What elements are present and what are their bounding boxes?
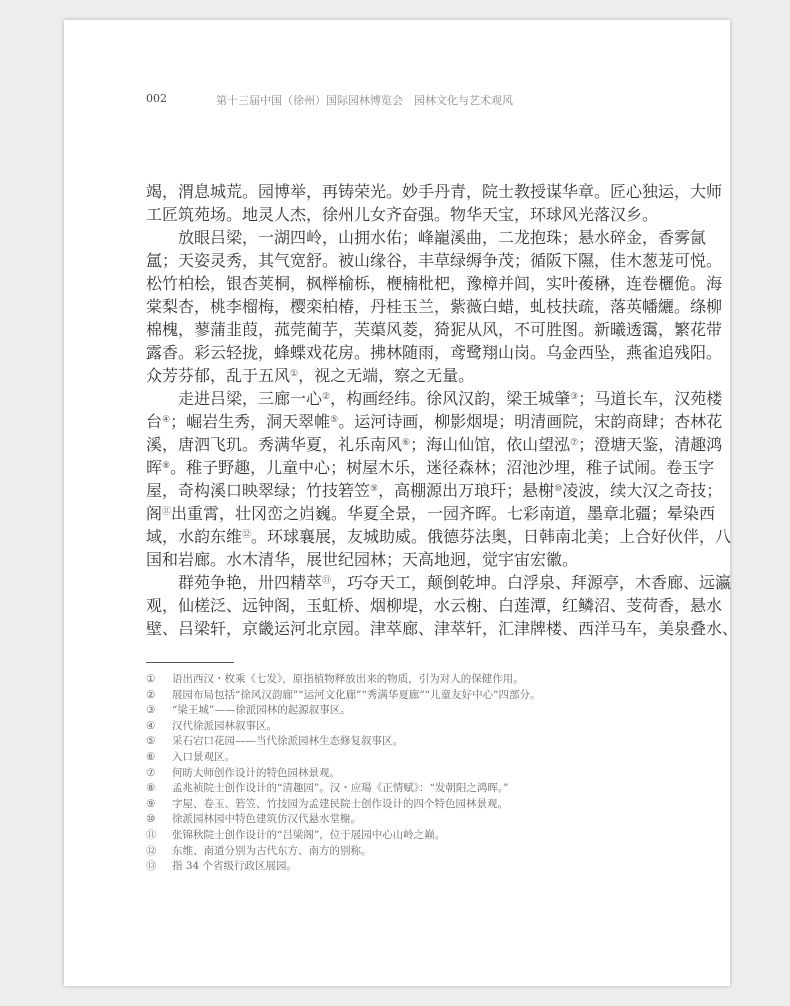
text-line <box>146 617 739 640</box>
text-segment: 屋，奇构溪口映翠绿；竹技箬笠 <box>146 481 371 500</box>
text-segment: 氲；天姿灵秀，其气宽舒。被山缘谷，丰草绿缛争茂；循阪下隰，佳木葱茏可悦。 <box>146 251 723 270</box>
text-line <box>146 387 723 410</box>
footnote-text: 展园布局包括“徐风汉韵廊”“运河文化廊”“秀满华夏廊”“儿童友好中心”四部分。 <box>172 688 541 701</box>
text-segment: 群苑争艳，卅四精萃 <box>178 573 323 592</box>
text-line <box>146 364 661 387</box>
text-segment: ，构画经纬。徐风汉韵，梁王城肇 <box>330 389 571 408</box>
footnotes <box>146 672 540 875</box>
footnote-ref[interactable]: ⑥ <box>402 438 411 448</box>
text-segment: 阁 <box>146 504 163 523</box>
text-segment: ；马道长车，汉苑楼 <box>578 389 723 408</box>
text-line <box>146 318 723 341</box>
footnote <box>146 812 540 828</box>
footnote-ref[interactable]: ⑫ <box>242 530 252 540</box>
footnote <box>146 734 540 750</box>
footnote-ref[interactable]: ⑨ <box>370 484 379 494</box>
text-segment: ，高棚源出万琅玕；悬榭 <box>378 481 555 500</box>
footnote-text: 语出西汉・枚乘《七发》，原指植物释放出来的物质，引为对人的保健作用。 <box>172 673 524 685</box>
text-segment: ；澄塘天鉴，清趣鸿 <box>578 435 723 454</box>
text-line <box>146 272 723 295</box>
text-segment: 晖 <box>146 458 163 477</box>
footnote-number: ⑫ <box>146 844 157 857</box>
text-line <box>146 226 707 249</box>
text-segment: 棠梨杏，桃李榴梅，樱栾柏椿，丹桂玉兰，紫薇白蜡，虬枝扶疏，落英幡纚。绦柳 <box>146 297 723 316</box>
text-segment: 众芳芬郁，乱于五风 <box>146 366 291 385</box>
footnote-text: 入口景观区。 <box>172 750 235 763</box>
text-line <box>146 203 661 226</box>
text-segment: 。稚子野趣，儿童中心；树屋木乐，迷径森林；沼池沙埋，稚子试闹。卷玉字 <box>170 458 715 477</box>
footnote-text: 字屋、卷玉、箬笠、竹技园为孟建民院士创作设计的四个特色园林景观。 <box>172 797 508 810</box>
footnote <box>146 766 540 782</box>
footnote-ref[interactable]: ① <box>290 369 299 379</box>
text-segment: 。运河诗画，柳影烟堤；明清画院，宋韵商肆；杏林花 <box>338 412 723 431</box>
footnote-text: “梁王城”——徐派园林的起源叙事区。 <box>172 704 351 717</box>
footnote-number: ⑧ <box>146 782 156 795</box>
footnote-text: 采石宕口花园——当代徐派园林生态修复叙事区。 <box>172 735 403 748</box>
text-segment: ，巧夺天工，颠倒乾坤。白浮泉、拜源亭，木香廊、远瀛 <box>331 573 732 592</box>
footnote-number: ⑪ <box>146 828 157 841</box>
footnote <box>146 859 540 875</box>
text-segment: 走进吕梁，三廊一心 <box>178 389 323 408</box>
footnote-ref[interactable]: ⑩ <box>554 484 563 494</box>
footnote-divider <box>146 662 234 663</box>
footnote <box>146 703 540 719</box>
text-line <box>146 479 723 502</box>
page-number: 002 <box>146 92 167 105</box>
text-line <box>146 249 723 272</box>
footnote-number: ⑩ <box>146 813 156 826</box>
text-line <box>146 548 661 571</box>
text-segment: 。环球襄展，友城助威。俄德芬法奥，日韩南北美；上合好伙伴，八 <box>251 527 732 546</box>
text-segment: 观，仙槎泛、远钟阁，玉虹桥、烟柳堤，水云榭、白莲潭，红鳞沼、芰荷香，悬水 <box>146 596 723 615</box>
footnote-number: ④ <box>146 719 156 732</box>
text-line <box>146 295 723 318</box>
footnote <box>146 688 540 704</box>
footnote-text: 指 34 个省级行政区展园。 <box>172 860 298 873</box>
text-segment: 国和岩廊。水木清华，展世纪园林；天高地迥，觉宇宙宏徽。 <box>146 550 579 569</box>
text-line <box>146 456 715 479</box>
footnote-text: 孟兆祯院士创作设计的“清趣园”。汉・应瑒《正情赋》：“发朝阳之鸿晖。” <box>172 782 509 795</box>
text-line <box>146 341 723 364</box>
footnote-text: 何昉大师创作设计的特色园林景观。 <box>172 766 340 779</box>
running-title: 第十三届中国（徐州）国际园林博览会 园林文化与艺术观风 <box>216 94 513 107</box>
text-segment: 出重霄，壮冈峦之岿巍。华夏全景，一园齐晖。七彩南道，墨章北疆；晕染西 <box>171 504 716 523</box>
text-segment: 域，水韵东维 <box>146 527 243 546</box>
footnote-ref[interactable]: ⑧ <box>162 461 171 471</box>
footnote-text: 徐派园林园中特色建筑仿汉代悬水堂榭。 <box>172 813 361 826</box>
body-text <box>146 180 739 640</box>
footnote-ref[interactable]: ② <box>322 392 331 402</box>
text-segment: 松竹柏桧，银杏荚桐，枫榉榆栎，楩楠枇杷，豫樟并闾，实叶葰楙，连卷欐佹。海 <box>146 274 723 293</box>
footnote-number: ⑥ <box>146 750 156 763</box>
footnote <box>146 844 540 860</box>
text-segment: 放眼吕梁，一湖四岭，山拥水佑；峰巃溪曲，二龙抱珠；悬水碎金，香雾氤 <box>178 228 707 247</box>
footnote <box>146 750 540 766</box>
text-line <box>146 594 723 617</box>
text-segment: 工匠筑苑场。地灵人杰，徐州儿女齐奋强。物华天宝，环球风光落汉乡。 <box>146 205 659 224</box>
text-segment: ；崛岩生秀，洞天翠帷 <box>170 412 331 431</box>
footnote-ref[interactable]: ⑤ <box>330 415 339 425</box>
footnote-ref[interactable]: ⑬ <box>322 576 332 586</box>
footnote-ref[interactable]: ⑦ <box>570 438 579 448</box>
text-segment: ；海山仙馆，依山望泓 <box>410 435 571 454</box>
footnote-text: 张锦秋院士创作设计的“吕梁阁”，位于展园中心山岭之巅。 <box>172 828 446 841</box>
text-segment: ，视之无端，察之无量。 <box>298 366 475 385</box>
text-segment: 凌波，续大汉之奇技； <box>562 481 723 500</box>
footnote-number: ① <box>146 673 156 685</box>
footnote-ref[interactable]: ③ <box>570 392 579 402</box>
footnote-number: ⑦ <box>146 766 156 779</box>
text-line <box>146 525 732 548</box>
text-segment: 壁、吕梁轩，京畿运河北京园。津萃廊、津萃轩，汇津牌楼、西洋马车，美泉叠水、 <box>146 619 739 638</box>
footnote <box>146 672 540 688</box>
text-segment: 台 <box>146 412 163 431</box>
text-line <box>146 571 732 594</box>
text-line <box>146 180 723 203</box>
text-line <box>146 410 723 433</box>
footnote-number: ⑨ <box>146 797 156 810</box>
text-segment: 竭，渭息城荒。园博举，再铸荣光。妙手丹青，院士教授谋华章。匠心独运，大师 <box>146 182 723 201</box>
footnote-ref[interactable]: ⑪ <box>162 507 172 517</box>
footnote <box>146 719 540 735</box>
footnote-number: ⑤ <box>146 735 156 748</box>
text-line <box>146 502 716 525</box>
text-segment: 溪，唐泗飞玑。秀满华夏，礼乐南风 <box>146 435 403 454</box>
footnote-ref[interactable]: ④ <box>162 415 171 425</box>
text-segment: 棉槐，蓼蒲韭葭，菰莞蔺芋，芙蕖风菱，猗狔从风，不可胜图。新曦透霭，繁花带 <box>146 320 723 339</box>
footnote-text: 汉代徐派园林叙事区。 <box>172 719 277 732</box>
footnote <box>146 797 540 813</box>
footnote-number: ③ <box>146 704 156 717</box>
text-line <box>146 433 723 456</box>
footnote <box>146 781 540 797</box>
footnote-number: ② <box>146 688 156 701</box>
footnote <box>146 828 540 844</box>
footnote-text: 东维、南道分别为古代东方、南方的别称。 <box>172 844 372 857</box>
footnote-number: ⑬ <box>146 860 157 873</box>
document-page <box>64 20 739 986</box>
text-segment: 露香。彩云轻拢，蜂蝶戏花房。拂林随雨，鸢鹭翔山岗。乌金西坠，燕雀追残阳。 <box>146 343 723 362</box>
